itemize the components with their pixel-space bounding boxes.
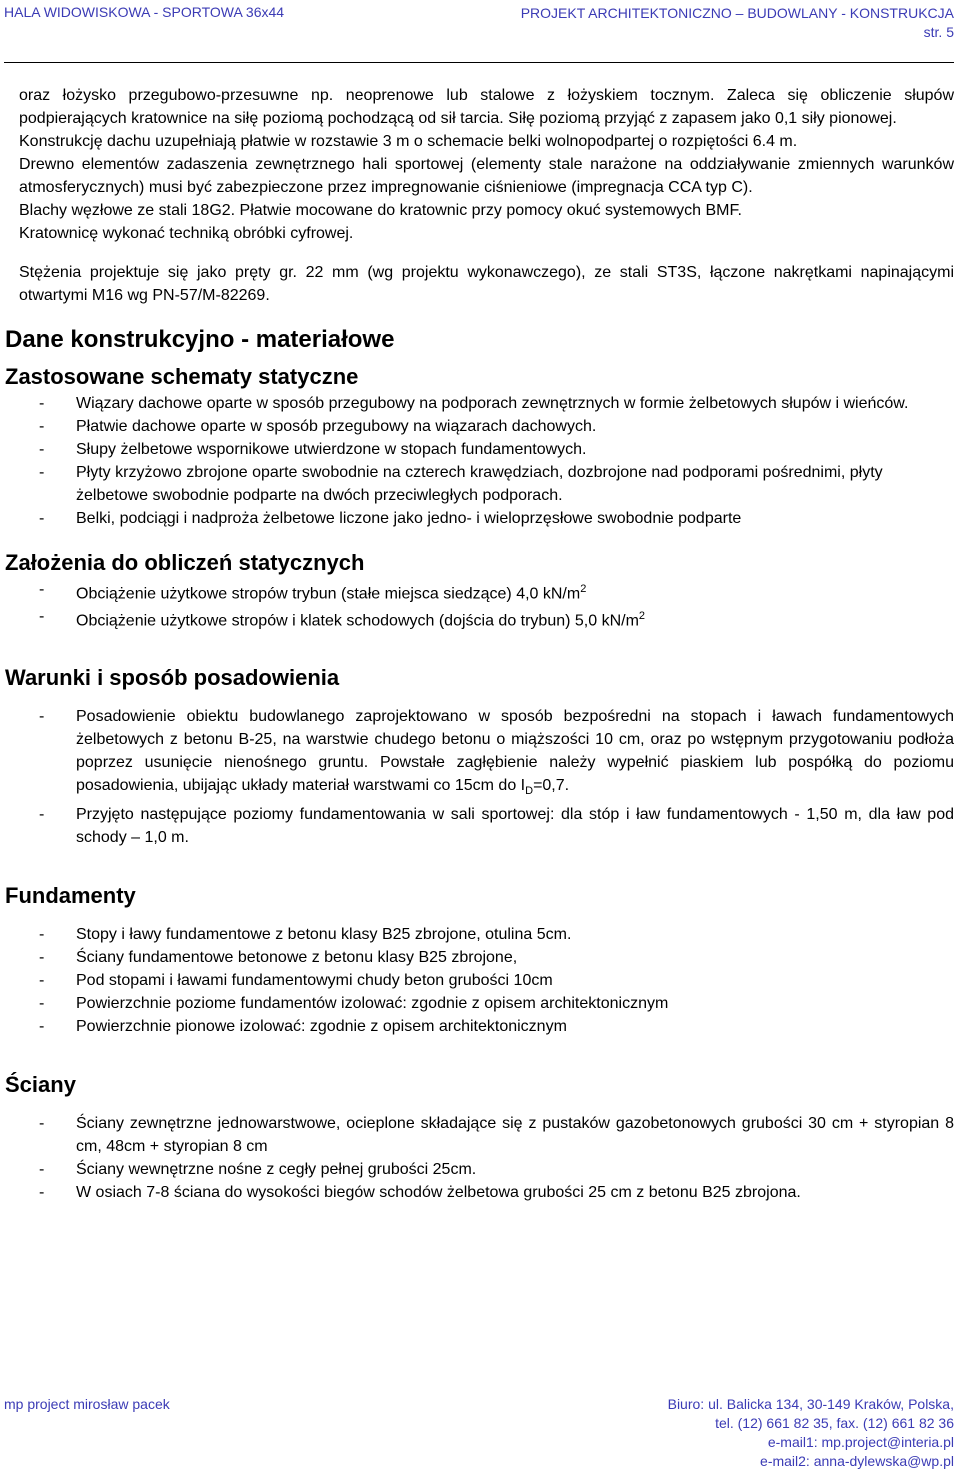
header-project-title: HALA WIDOWISKOWA - SPORTOWA 36x44	[4, 4, 285, 20]
intro-paragraph-2: Konstrukcję dachu uzupełniają płatwie w rozstawie 3 m o schemacie belki wolnopodpartej o rozpiętości 6.4 m.	[19, 133, 798, 150]
intro-paragraph-4: Blachy węzłowe ze stali 18G2. Płatwie mocowane do kratownic przy pomocy okuć systemowych BMF.	[19, 202, 742, 219]
zalozenia-list	[19, 578, 954, 633]
list-item: - Powierzchnie poziome fundamentów izolować: zgodnie z opisem architektonicznym	[39, 994, 669, 1012]
footer-phone: tel. (12) 661 82 35, fax. (12) 661 82 36	[715, 1415, 954, 1431]
list-item: - Ściany wewnętrzne nośne z cegły pełnej grubości 25cm.	[39, 1160, 477, 1178]
list-item: - Przyjęto następujące poziomy fundamentowania w sali sportowej: dla stóp i ław fundamentowych - 1,50 m, dla ław pod schody – 1,0 m.	[39, 805, 954, 846]
header-document-type	[521, 4, 954, 42]
list-item: - Płyty krzyżowo zbrojone oparte swobodnie na czterech krawędziach, dozbrojone nad podporami pośrednimi, płyty żelbetowe swobodnie podparte na dwóch przeciwległych podporach.	[39, 464, 883, 504]
list-item: - Posadowienie obiektu budowlanego zaprojektowano w sposób bezpośredni na stopach i ławach fundamentowych żelbetowych z betonu B-25, na warstwie chudego betonu o miąższości 10 cm, oraz po wstępnym przygotowaniu podłoża poprzez usunięcie nienośnego gruntu. Powstałe zagłębienie należy wypełnić piaskiem lub pospółką do poziomu posadowienia, ubijając układy materiał warstwami co 15cm do $I_D=0,7$.	[39, 707, 954, 797]
footer-company: mp project mirosław pacek	[4, 1396, 170, 1412]
list-item: - Stopy i ławy fundamentowe z betonu klasy B25 zbrojone, otulina 5cm.	[39, 925, 572, 943]
fundamenty-list	[19, 923, 954, 1038]
header-discipline: PROJEKT ARCHITEKTONICZNO – BUDOWLANY - KONSTRUKCJA	[520, 5, 954, 21]
list-item: - Belki, podciągi i nadproża żelbetowe liczone jako jedno- i wieloprzęsłowe swobodnie podparte	[39, 510, 742, 527]
schematy-heading: Zastosowane schematy statyczne	[5, 364, 359, 389]
list-item: - Powierzchnie pionowe izolować: zgodnie z opisem architektonicznym	[39, 1017, 567, 1035]
posadowienie-heading: Warunki i sposób posadowienia	[5, 664, 340, 690]
page-number: str. 5	[923, 24, 954, 40]
footer-email-1: e-mail1: mp.project@interia.pl	[767, 1434, 954, 1450]
footer-email-2: e-mail2: anna-dylewska@wp.pl	[760, 1453, 954, 1469]
intro-paragraph-1: oraz łożysko przegubowo-przesuwne np. neoprenowe lub stalowe z łożyskiem tocznym. Zaleca się obliczenie słupów podpierających kratownice na siłę poziomą pochodzącą od sił tarcia. Siłę poziomą przyjąć z zapasem jako 0,1 siły pionowej.	[19, 87, 954, 127]
fundamenty-heading: Fundamenty	[5, 882, 136, 908]
intro-paragraph-5: Kratownicę wykonać techniką obróbki cyfrowej.	[19, 225, 354, 242]
list-item: - Wiązary dachowe oparte w sposób przegubowy na podporach zewnętrznych w formie żelbetowych słupów i wieńców.	[39, 395, 909, 412]
sciany-list	[19, 1112, 954, 1204]
list-item: - Słupy żelbetowe wspornikowe utwierdzone w stopach fundamentowych.	[39, 441, 587, 458]
zalozenia-heading: Założenia do obliczeń statycznych	[5, 550, 365, 575]
schematy-list	[19, 392, 954, 530]
list-item: - Obciążenie użytkowe stropów i klatek schodowych (dojścia do trybun) 5,0 $kN/m^2$	[39, 608, 646, 630]
posadowienie-list	[19, 705, 954, 849]
page-header	[4, 4, 954, 64]
list-item: - Obciążenie użytkowe stropów trybun (stałe miejsca siedzące) 4,0 $kN/m^2$	[39, 581, 587, 603]
header-divider	[4, 62, 954, 63]
list-item: - Ściany zewnętrzne jednowarstwowe, ocieplone składające się z pustaków gazobetonowych grubości 30 cm + styropian 8 cm, 48cm + styropian 8 cm	[39, 1114, 954, 1155]
footer-address: Biuro: ul. Balicka 134, 30-149 Kraków, Polska,	[667, 1396, 954, 1412]
intro-paragraph-3: Drewno elementów zadaszenia zewnętrznego hali sportowej (elementy stale narażone na oddziaływanie zmiennych warunków atmosferycznych) musi być zabezpieczone przez impregnowanie ciśnieniowe (impregnacja CCA typ C).	[19, 156, 954, 196]
document-body	[5, 84, 954, 1204]
list-item: - Pod stopami i ławami fundamentowymi chudy beton grubości 10cm	[39, 971, 553, 989]
intro-paragraph-6: Stężenia projektuje się jako pręty gr. 22 mm (wg projektu wykonawczego), ze stali ST3S, łączone nakrętkami napinającymi otwartymi M16 wg PN-57/M-82269.	[19, 264, 954, 304]
footer-contact	[668, 1395, 954, 1471]
list-item: - W osiach 7-8 ściana do wysokości biegów schodów żelbetowa grubości 25 cm z betonu B25 zbrojona.	[39, 1183, 801, 1201]
main-section-heading: Dane konstrukcyjno - materiałowe	[5, 326, 395, 353]
list-item: - Płatwie dachowe oparte w sposób przegubowy na wiązarach dachowych.	[39, 418, 597, 435]
list-item: - Ściany fundamentowe betonowe z betonu klasy B25 zbrojone,	[39, 948, 518, 966]
sciany-heading: Ściany	[5, 1071, 76, 1097]
